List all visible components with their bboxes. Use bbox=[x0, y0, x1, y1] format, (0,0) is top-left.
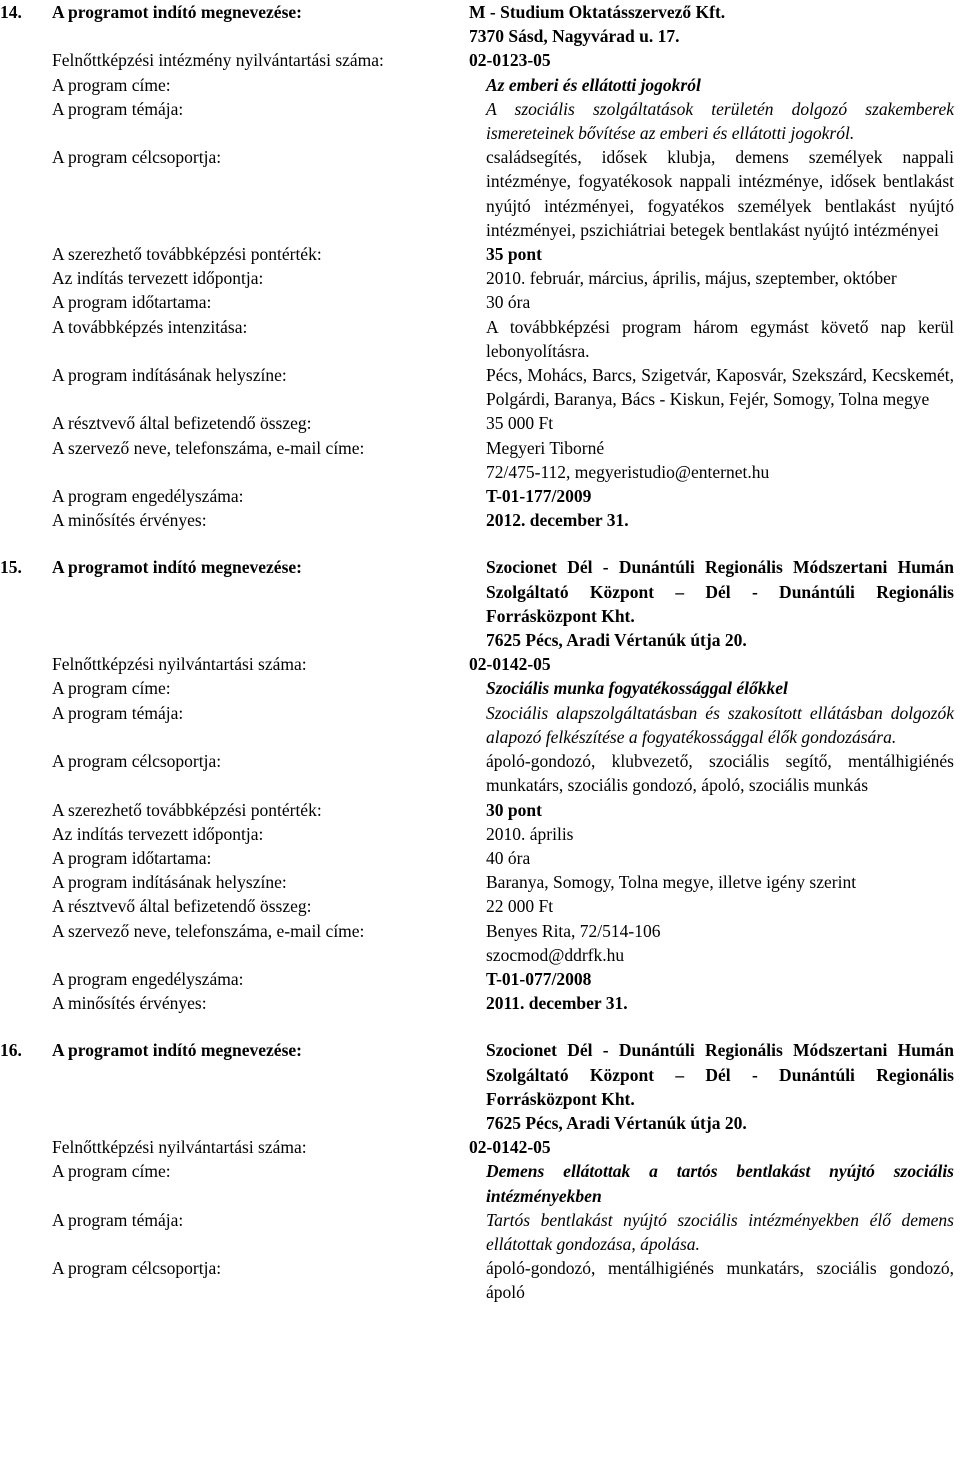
row-provider bbox=[0, 555, 954, 652]
row-value: Tartós bentlakást nyújtó szociális intézményekben élő demens ellátottak gondozása, ápolása. bbox=[486, 1209, 954, 1254]
row-value: A továbbképzési program három egymást követő nap kerül lebonyolításra. bbox=[486, 316, 954, 361]
row-label: Az indítás tervezett időpontja: bbox=[52, 823, 264, 844]
row-label: A minősítés érvényes: bbox=[52, 993, 207, 1014]
row-label: A program engedélyszáma: bbox=[52, 968, 244, 989]
row-label: A program célcsoportja: bbox=[52, 147, 222, 168]
row-topic bbox=[0, 701, 954, 749]
row-label: A program célcsoportja: bbox=[52, 1258, 222, 1279]
value-line: Szocionet Dél - Dunántúli Regionális Módszertani Humán Szolgáltató Központ – Dél - Dunántúli Regionális Forrásközpont Kht. bbox=[486, 557, 954, 626]
row-value: A szociális szolgáltatások területén dolgozó szakemberek ismereteinek bővítése az emberi és ellátotti jogokról. bbox=[486, 98, 954, 144]
row-value: 35 pont bbox=[486, 244, 542, 265]
row-value: 02-0142-05 bbox=[469, 654, 551, 675]
row-target bbox=[0, 749, 954, 797]
row-label: A programot indító megnevezése: bbox=[52, 2, 302, 22]
row-label: Felnőttképzési nyilvántartási száma: bbox=[52, 1137, 307, 1158]
entry-number: 16. bbox=[0, 1040, 22, 1061]
row-label: Az indítás tervezett időpontja: bbox=[52, 268, 264, 289]
row-value: Pécs, Mohács, Barcs, Szigetvár, Kaposvár, Szekszárd, Kecskemét, Polgárdi, Baranya, Bács - Kiskun, Fejér, Somogy, Tolna megye bbox=[486, 365, 954, 410]
row-value: 02-0123-05 bbox=[469, 50, 551, 71]
row-label: A program indításának helyszíne: bbox=[52, 365, 287, 386]
entry-14 bbox=[0, 0, 954, 532]
row-value: 2010. április bbox=[486, 823, 574, 844]
row-provider bbox=[0, 1038, 954, 1135]
row-value bbox=[486, 555, 954, 652]
entry-number: 15. bbox=[0, 557, 22, 578]
row-value: T-01-077/2008 bbox=[486, 968, 592, 989]
row-label: A szerezhető továbbképzési pontérték: bbox=[52, 244, 322, 265]
row-value bbox=[486, 436, 954, 484]
row-value: családsegítés, idősek klubja, demens személyek nappali intézménye, fogyatékosok nappali intézménye, idősek bentlakást nyújtó intézményei, fogyatékos személyek bentlakást nyújtó intézményei, pszichiátriai betegek bentlakást nyújtó intézményei bbox=[486, 147, 954, 240]
row-points bbox=[0, 798, 954, 822]
value-line: Szocionet Dél - Dunántúli Regionális Módszertani Humán Szolgáltató Központ – Dél - Dunántúli Regionális Forrásközpont Kht. bbox=[486, 1040, 954, 1109]
row-label: A résztvevő által befizetendő összeg: bbox=[52, 413, 312, 434]
row-fee bbox=[0, 411, 954, 435]
row-value: T-01-177/2009 bbox=[486, 486, 592, 507]
row-label: A programot indító megnevezése: bbox=[52, 1040, 302, 1061]
row-topic bbox=[0, 97, 954, 145]
row-title bbox=[0, 1159, 954, 1207]
row-label: A programot indító megnevezése: bbox=[52, 557, 302, 578]
row-label: A szervező neve, telefonszáma, e-mail címe: bbox=[52, 920, 365, 941]
row-title bbox=[0, 73, 954, 97]
row-value: 2012. december 31. bbox=[486, 510, 629, 531]
row-value: 40 óra bbox=[486, 847, 531, 868]
row-label: A program engedélyszáma: bbox=[52, 486, 244, 507]
value-line: M - Studium Oktatásszervező Kft. bbox=[469, 2, 726, 22]
row-label: A program címe: bbox=[52, 74, 171, 95]
row-label: A szervező neve, telefonszáma, e-mail címe: bbox=[52, 437, 365, 458]
row-value: 30 pont bbox=[486, 799, 542, 820]
row-label: A program témája: bbox=[52, 1209, 184, 1230]
row-duration bbox=[0, 290, 954, 314]
row-points bbox=[0, 242, 954, 266]
row-start bbox=[0, 266, 954, 290]
row-value: 2010. február, március, április, május, szeptember, október bbox=[486, 268, 897, 289]
row-value bbox=[486, 1038, 954, 1135]
row-organizer bbox=[0, 436, 954, 484]
row-label: A program időtartama: bbox=[52, 292, 212, 313]
row-value: Szociális alapszolgáltatásban és szakosított ellátásban dolgozók alapozó felkészítése a fogyatékossággal élők gondozására. bbox=[486, 702, 954, 747]
value-line: 7370 Sásd, Nagyvárad u. 17. bbox=[469, 26, 680, 47]
row-fee bbox=[0, 894, 954, 918]
entry-15 bbox=[0, 555, 954, 1015]
row-intensity bbox=[0, 315, 954, 363]
row-valid bbox=[0, 508, 954, 532]
row-label: A program címe: bbox=[52, 678, 171, 699]
row-location bbox=[0, 870, 954, 894]
row-label: Felnőttképzési nyilvántartási száma: bbox=[52, 654, 307, 675]
row-label: A program témája: bbox=[52, 98, 184, 119]
row-start bbox=[0, 822, 954, 846]
row-value: Demens ellátottak a tartós bentlakást nyújtó szociális intézményekben bbox=[486, 1161, 954, 1206]
row-target bbox=[0, 145, 954, 242]
value-line: 7625 Pécs, Aradi Vértanúk útja 20. bbox=[486, 1112, 747, 1133]
row-registry bbox=[0, 652, 954, 676]
row-title bbox=[0, 676, 954, 700]
row-permit bbox=[0, 967, 954, 991]
row-topic bbox=[0, 1208, 954, 1256]
entry-16 bbox=[0, 1038, 954, 1304]
row-label: A program témája: bbox=[52, 702, 184, 723]
row-duration bbox=[0, 846, 954, 870]
row-label: A program időtartama: bbox=[52, 847, 212, 868]
row-label: A program indításának helyszíne: bbox=[52, 872, 287, 893]
row-label: A szerezhető továbbképzési pontérték: bbox=[52, 799, 322, 820]
row-label: A résztvevő által befizetendő összeg: bbox=[52, 896, 312, 917]
row-valid bbox=[0, 991, 954, 1015]
value-line: 7625 Pécs, Aradi Vértanúk útja 20. bbox=[486, 630, 747, 651]
row-value: 2011. december 31. bbox=[486, 993, 628, 1014]
value-line: Megyeri Tiborné bbox=[486, 437, 605, 458]
row-permit bbox=[0, 484, 954, 508]
row-value: 30 óra bbox=[486, 292, 531, 313]
row-label: A minősítés érvényes: bbox=[52, 510, 207, 531]
row-label: A továbbképzés intenzitása: bbox=[52, 316, 248, 337]
row-value: Baranya, Somogy, Tolna megye, illetve igény szerint bbox=[486, 872, 857, 893]
row-label: Felnőttképzési intézmény nyilvántartási száma: bbox=[52, 50, 384, 71]
value-line: szocmod@ddrfk.hu bbox=[486, 944, 625, 965]
row-target bbox=[0, 1256, 954, 1304]
row-value: 22 000 Ft bbox=[486, 896, 554, 917]
row-value: Szociális munka fogyatékossággal élőkkel bbox=[486, 678, 788, 699]
value-line: 72/475-112, megyeristudio@enternet.hu bbox=[486, 461, 770, 482]
row-value bbox=[486, 919, 954, 967]
row-value: Az emberi és ellátotti jogokról bbox=[486, 74, 701, 95]
entry-number: 14. bbox=[0, 2, 22, 22]
row-value: 02-0142-05 bbox=[469, 1137, 551, 1158]
row-value bbox=[469, 0, 937, 48]
row-label: A program célcsoportja: bbox=[52, 751, 222, 772]
row-value: ápoló-gondozó, klubvezető, szociális segítő, mentálhigiénés munkatárs, szociális gondozó, ápoló, szociális munkás bbox=[486, 751, 954, 796]
value-line: Benyes Rita, 72/514-106 bbox=[486, 920, 661, 941]
row-value: 35 000 Ft bbox=[486, 413, 554, 434]
row-registry bbox=[0, 1135, 954, 1159]
row-label: A program címe: bbox=[52, 1161, 171, 1182]
row-location bbox=[0, 363, 954, 411]
row-provider bbox=[0, 0, 954, 48]
row-organizer bbox=[0, 919, 954, 967]
row-registry bbox=[0, 48, 954, 72]
row-value: ápoló-gondozó, mentálhigiénés munkatárs, szociális gondozó, ápoló bbox=[486, 1258, 954, 1303]
